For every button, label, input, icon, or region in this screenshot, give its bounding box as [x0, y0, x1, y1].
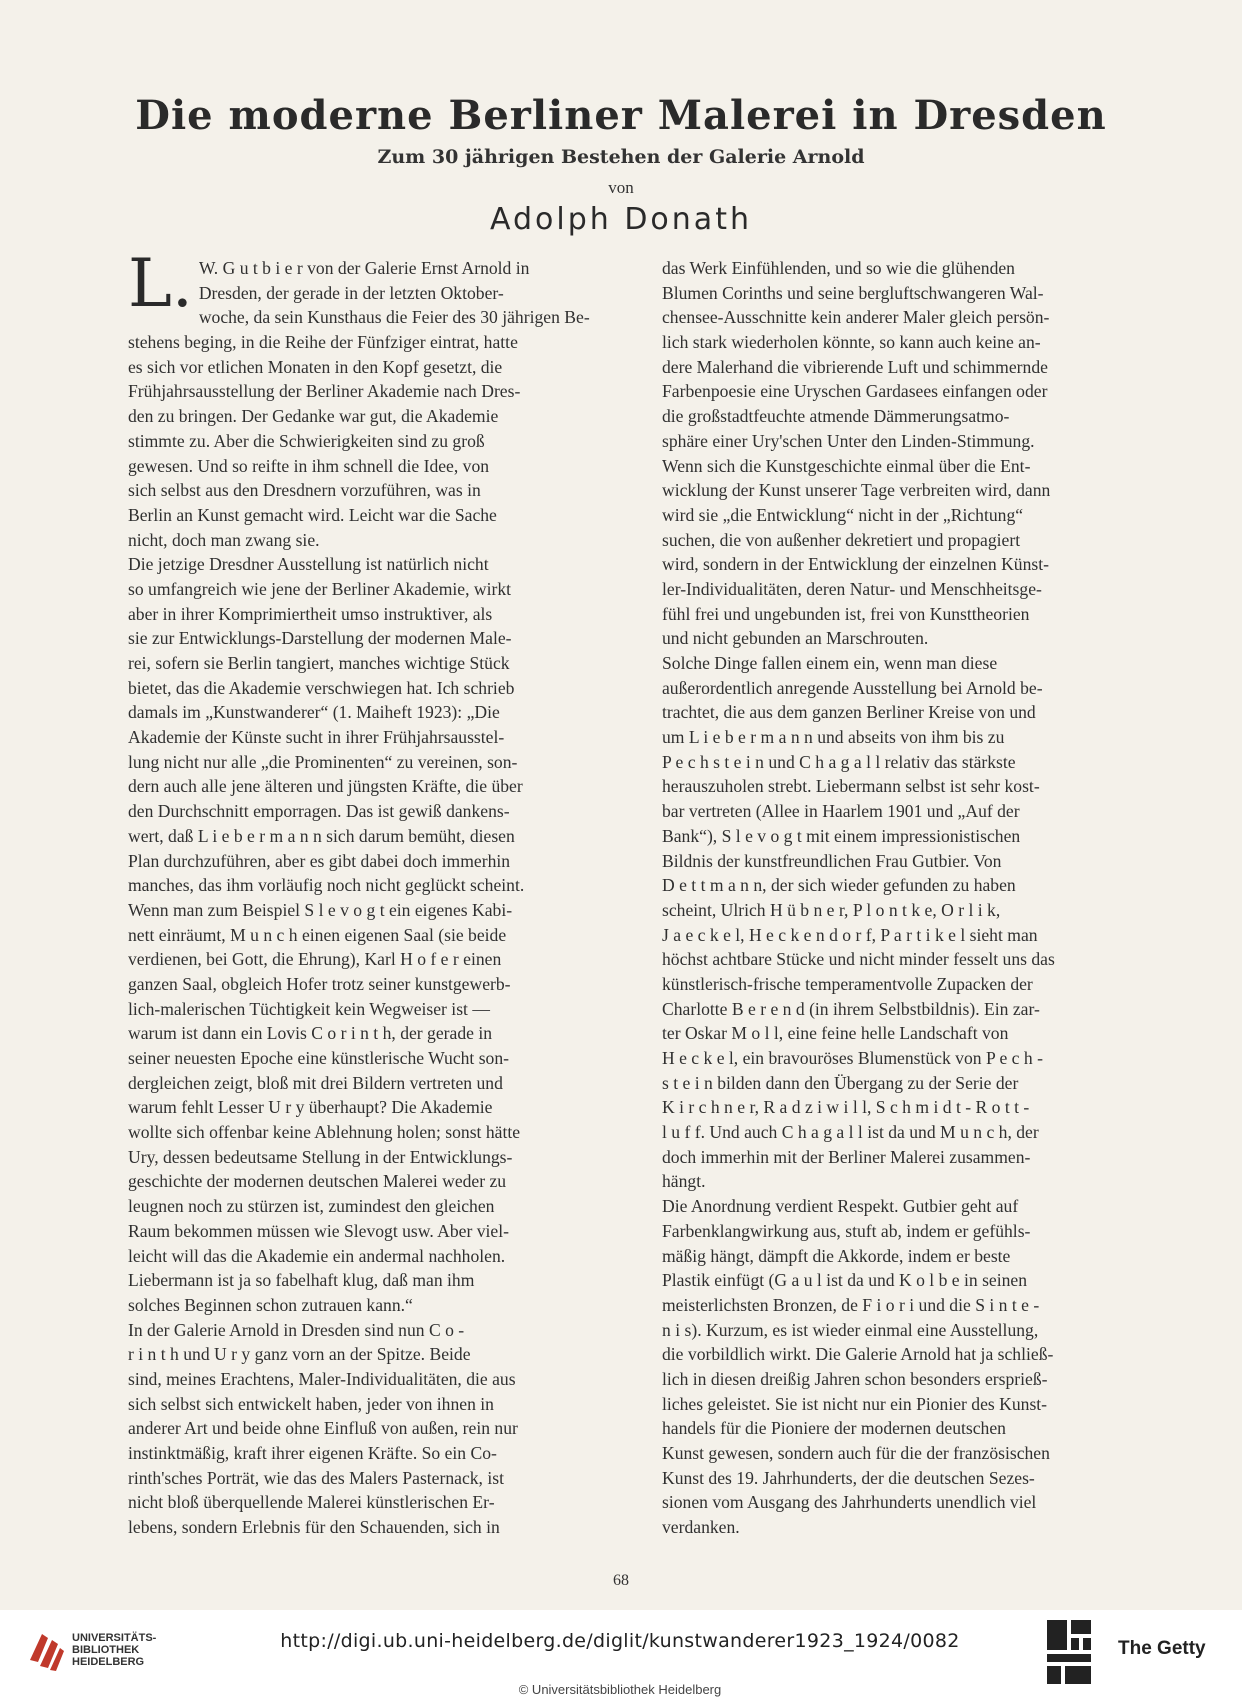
text-line: instinktmäßig, kraft ihrer eigenen Kräfte. So ein Co- [128, 1443, 497, 1463]
text-line: nett einräumt, M u n c h einen eigenen Saal (sie beide [128, 924, 507, 945]
text-line: nicht bloß überquellende Malerei künstlerischen Er- [128, 1492, 495, 1513]
text-line: Akademie der Künste sucht in ihrer Frühjahrsausstel- [128, 727, 505, 748]
text-line: liches geleistet. Sie ist nicht nur ein Pionier des Kunst- [662, 1393, 1048, 1414]
text-line: dergleichen zeigt, bloß mit drei Bildern vertreten und [128, 1072, 503, 1093]
text-line: sind, meines Erachtens, Maler-Individualitäten, die aus [128, 1368, 516, 1389]
text-line: s t e i n bilden dann den Übergang zu der Serie der [662, 1072, 1019, 1093]
text-line: suchen, die von außenher dekretiert und propagiert [662, 529, 1021, 550]
text-line: lung nicht nur alle „die Prominenten“ zu vereinen, son- [128, 751, 518, 772]
text-line: l u f f. Und auch C h a g a l l ist da und M u n c h, der [662, 1122, 1039, 1143]
article-subtitle: Zum 30 jährigen Bestehen der Galerie Arnold [377, 146, 865, 168]
text-line: mäßig hängt, dämpft die Akkorde, indem er beste [662, 1245, 1011, 1266]
text-line: trachtet, die aus dem ganzen Berliner Kreise von und [662, 702, 1036, 723]
text-line: außerordentlich anregende Ausstellung bei Arnold be- [662, 677, 1043, 698]
text-line: sich selbst sich entwickelt haben, jeder von ihnen in [128, 1393, 494, 1414]
text-line: P e c h s t e i n und C h a g a l l relativ das stärkste [662, 751, 1016, 772]
text-line: meisterlichsten Bronzen, de F i o r i und die S i n t e - [662, 1294, 1040, 1315]
text-line: wert, daß L i e b e r m a n n sich darum bemüht, diesen [128, 825, 515, 846]
text-line: wicklung der Kunst unserer Tage verbreiten wird, dann [662, 480, 1051, 501]
text-line: Frühjahrsausstellung der Berliner Akademie nach Dres- [128, 381, 521, 402]
text-line: chensee-Ausschnitte kein anderer Maler gleich persön- [662, 307, 1050, 328]
text-line: aber in ihrer Komprimiertheit umso instruktiver, als [128, 603, 493, 624]
text-line: sich selbst aus den Dresdnern vorzuführen, was in [128, 480, 481, 501]
text-line: solches Beginnen schon zutrauen kann.“ [128, 1294, 413, 1315]
text-line: lebens, sondern Erlebnis für den Schauenden, sich in [128, 1517, 500, 1538]
text-line: künstlerisch-frische temperamentvolle Zupacken der [662, 973, 1033, 994]
text-line: verdanken. [662, 1517, 740, 1538]
text-line: scheint, Ulrich H ü b n e r, P l o n t k e, O r l i k, [662, 899, 1001, 920]
text-line: höchst achtbare Stücke und nicht minder fesselt uns das [662, 949, 1055, 970]
text-line: Solche Dinge fallen einem ein, wenn man diese [662, 653, 998, 673]
text-line: wird sie „die Entwicklung“ nicht in der „Richtung“ [662, 504, 1024, 525]
text-line: wird, sondern in der Entwicklung der einzelnen Künst- [662, 554, 1049, 575]
text-line: Blumen Corinths und seine bergluftschwangeren Wal- [662, 282, 1044, 303]
text-line: woche, da sein Kunsthaus die Feier des 30 jährigen Be- [198, 307, 590, 328]
text-line: Charlotte B e r e n d (in ihrem Selbstbildnis). Ein zar- [662, 998, 1040, 1019]
text-line: Berlin an Kunst gemacht wird. Leicht war die Sache [128, 504, 497, 525]
text-line: Raum bekommen müssen wie Slevogt usw. Aber viel- [128, 1220, 509, 1241]
article-title: Die moderne Berliner Malerei in Dresden [135, 92, 1107, 139]
left-column [128, 245, 646, 1540]
text-line: doch immerhin mit der Berliner Malerei zusammen- [662, 1146, 1031, 1167]
text-line: geschichte der modernen deutschen Malerei weder zu [128, 1171, 507, 1192]
text-line: lich-malerischen Tüchtigkeit kein Wegweiser ist — [128, 998, 490, 1019]
text-line: Kunst des 19. Jahrhunderts, der die deutschen Sezes- [662, 1467, 1035, 1488]
text-line: Ury, dessen bedeutsame Stellung in der Entwicklungs- [128, 1146, 513, 1167]
right-column [662, 256, 1172, 1540]
text-line: nicht, doch man zwang sie. [128, 529, 320, 550]
text-line: sphäre einer Ury'schen Unter den Linden-Stimmung. [662, 430, 1035, 451]
text-line: lich stark wiederholen könnte, so kann auch keine an- [662, 332, 1041, 353]
text-line: Farbenklangwirkung aus, stuft ab, indem er gefühls- [662, 1220, 1031, 1241]
text-line: Plan durchzuführen, aber es gibt dabei doch immerhin [128, 850, 511, 871]
text-line: Bank“), S l e v o g t mit einem impressionistischen [662, 825, 1021, 846]
article-author: Adolph Donath [490, 202, 752, 237]
page-number: 68 [613, 1572, 629, 1589]
text-line: Kunst gewesen, sondern auch für die der französischen [662, 1443, 1050, 1463]
text-line: um L i e b e r m a n n und abseits von ihm bis zu [662, 727, 1005, 748]
text-line: sionen vom Ausgang des Jahrhunderts unendlich viel [662, 1492, 1037, 1513]
text-line: ter Oskar M o l l, eine feine helle Landschaft von [662, 1023, 1009, 1044]
text-line: fühl frei und ungebunden ist, frei von Kunsttheorien [662, 603, 1030, 624]
text-line: das Werk Einfühlenden, und so wie die glühenden [662, 258, 1015, 278]
text-line: bar vertreten (Allee in Haarlem 1901 und „Auf der [662, 801, 1020, 822]
text-line: Bildnis der kunstfreundlichen Frau Gutbier. Von [662, 850, 1002, 871]
text-line: leugnen noch zu stürzen ist, zumindest den gleichen [128, 1196, 495, 1217]
text-line: manches, das ihm vorläufig noch nicht geglückt scheint. [128, 875, 525, 896]
text-line: H e c k e l, ein bravouröses Blumenstück von P e c h - [662, 1048, 1043, 1068]
text-line: dern auch alle jene älteren und jüngsten Kräfte, die über [128, 776, 523, 797]
text-line: Dresden, der gerade in der letzten Oktober- [198, 282, 504, 303]
text-line: W. G u t b i e r von der Galerie Ernst Arnold in [198, 258, 530, 278]
text-line: J a e c k e l, H e c k e n d o r f, P a r t i k e l sieht man [662, 924, 1038, 945]
text-line: seiner neuesten Epoche eine künstlerische Wucht son- [128, 1048, 510, 1068]
text-line: den zu bringen. Der Gedanke war gut, die Akademie [128, 406, 499, 427]
text-line: warum ist dann ein Lovis C o r i n t h, der gerade in [128, 1023, 493, 1044]
text-line: wollte sich offenbar keine Ablehnung holen; sonst hätte [128, 1122, 521, 1143]
text-line: rinth'sches Porträt, wie das des Malers Pasternack, ist [128, 1467, 504, 1488]
drop-cap: L. [128, 245, 193, 322]
text-line: es sich vor etlichen Monaten in den Kopf gesetzt, die [128, 356, 503, 377]
permalink-url[interactable]: http://digi.ub.uni-heidelberg.de/diglit/kunstwanderer1923_1924/0082 [280, 1630, 960, 1652]
text-line: dere Malerhand die vibrierende Luft und schimmernde [662, 356, 1048, 377]
ub-heidelberg-logo-icon [26, 1630, 66, 1672]
text-line: Wenn sich die Kunstgeschichte einmal über die Ent- [662, 455, 1031, 476]
text-line: ganzen Saal, obgleich Hofer trotz seiner kunstgewerb- [128, 973, 511, 994]
text-line: r i n t h und U r y ganz vorn an der Spitze. Beide [128, 1344, 471, 1365]
text-line: In der Galerie Arnold in Dresden sind nun C o - [128, 1319, 465, 1340]
text-line: Farbenpoesie eine Uryschen Gardasees einfangen oder [662, 381, 1048, 402]
text-line: Die Anordnung verdient Respekt. Gutbier geht auf [662, 1196, 1019, 1217]
text-line: n i s). Kurzum, es ist wieder einmal eine Ausstellung, [662, 1319, 1039, 1340]
text-line: die vorbildlich wirkt. Die Galerie Arnold hat ja schließ- [662, 1344, 1054, 1365]
text-line: so umfangreich wie jene der Berliner Akademie, wirkt [128, 578, 512, 599]
text-line: K i r c h n e r, R a d z i w i l l, S c h m i d t - R o t t - [662, 1097, 1030, 1118]
text-line: die großstadtfeuchte atmende Dämmerungsatmo- [662, 406, 1010, 427]
text-line: rei, sofern sie Berlin tangiert, manches wichtige Stück [128, 653, 510, 673]
text-line: Plastik einfügt (G a u l ist da und K o l b e in seinen [662, 1270, 1028, 1291]
text-line: D e t t m a n n, der sich wieder gefunden zu haben [662, 875, 1016, 896]
byline-von: von [608, 178, 634, 197]
text-line: sie zur Entwicklungs-Darstellung der modernen Male- [128, 628, 512, 649]
text-line: herauszuholen strebt. Liebermann selbst ist sehr kost- [662, 776, 1040, 797]
footer-bar [0, 1610, 1242, 1708]
text-line: Wenn man zum Beispiel S l e v o g t ein eigenes Kabi- [128, 899, 513, 920]
text-line: Liebermann ist ja so fabelhaft klug, daß man ihm [128, 1270, 475, 1291]
text-line: lich in diesen dreißig Jahren schon besonders ersprieß- [662, 1368, 1048, 1389]
text-line: den Durchschnitt emporragen. Das ist gewiß dankens- [128, 801, 510, 822]
text-line: hängt. [662, 1171, 706, 1192]
text-line: und nicht gebunden an Marschrouten. [662, 628, 929, 649]
text-line: anderer Art und beide ohne Einfluß von außen, rein nur [128, 1418, 518, 1439]
text-line: warum fehlt Lesser U r y überhaupt? Die Akademie [128, 1097, 493, 1118]
copyright-text: © Universitätsbibliothek Heidelberg [518, 1682, 722, 1697]
text-line: stehens beging, in die Reihe der Fünfziger eintrat, hatte [128, 332, 518, 353]
getty-logo-icon [1045, 1618, 1095, 1688]
text-line: gewesen. Und so reifte in ihm schnell die Idee, von [128, 455, 490, 476]
library-name: UNIVERSITÄTS- BIBLIOTHEK HEIDELBERG [72, 1632, 157, 1668]
text-line: bietet, das die Akademie verschwiegen hat. Ich schrieb [128, 677, 515, 698]
text-line: verdienen, bei Gott, die Ehrung), Karl H o f e r einen [128, 949, 502, 970]
text-line: leicht will das die Akademie ein andermal nachholen. [128, 1245, 506, 1266]
text-line: ler-Individualitäten, deren Natur- und Menschheitsge- [662, 578, 1042, 599]
text-line: handels für die Pioniere der modernen deutschen [662, 1418, 1006, 1439]
text-line: damals im „Kunstwanderer“ (1. Maiheft 1923): „Die [128, 702, 500, 723]
getty-label: The Getty [1118, 1638, 1206, 1659]
text-line: Die jetzige Dresdner Ausstellung ist natürlich nicht [128, 554, 489, 575]
text-line: stimmte zu. Aber die Schwierigkeiten sind zu groß [128, 430, 485, 451]
